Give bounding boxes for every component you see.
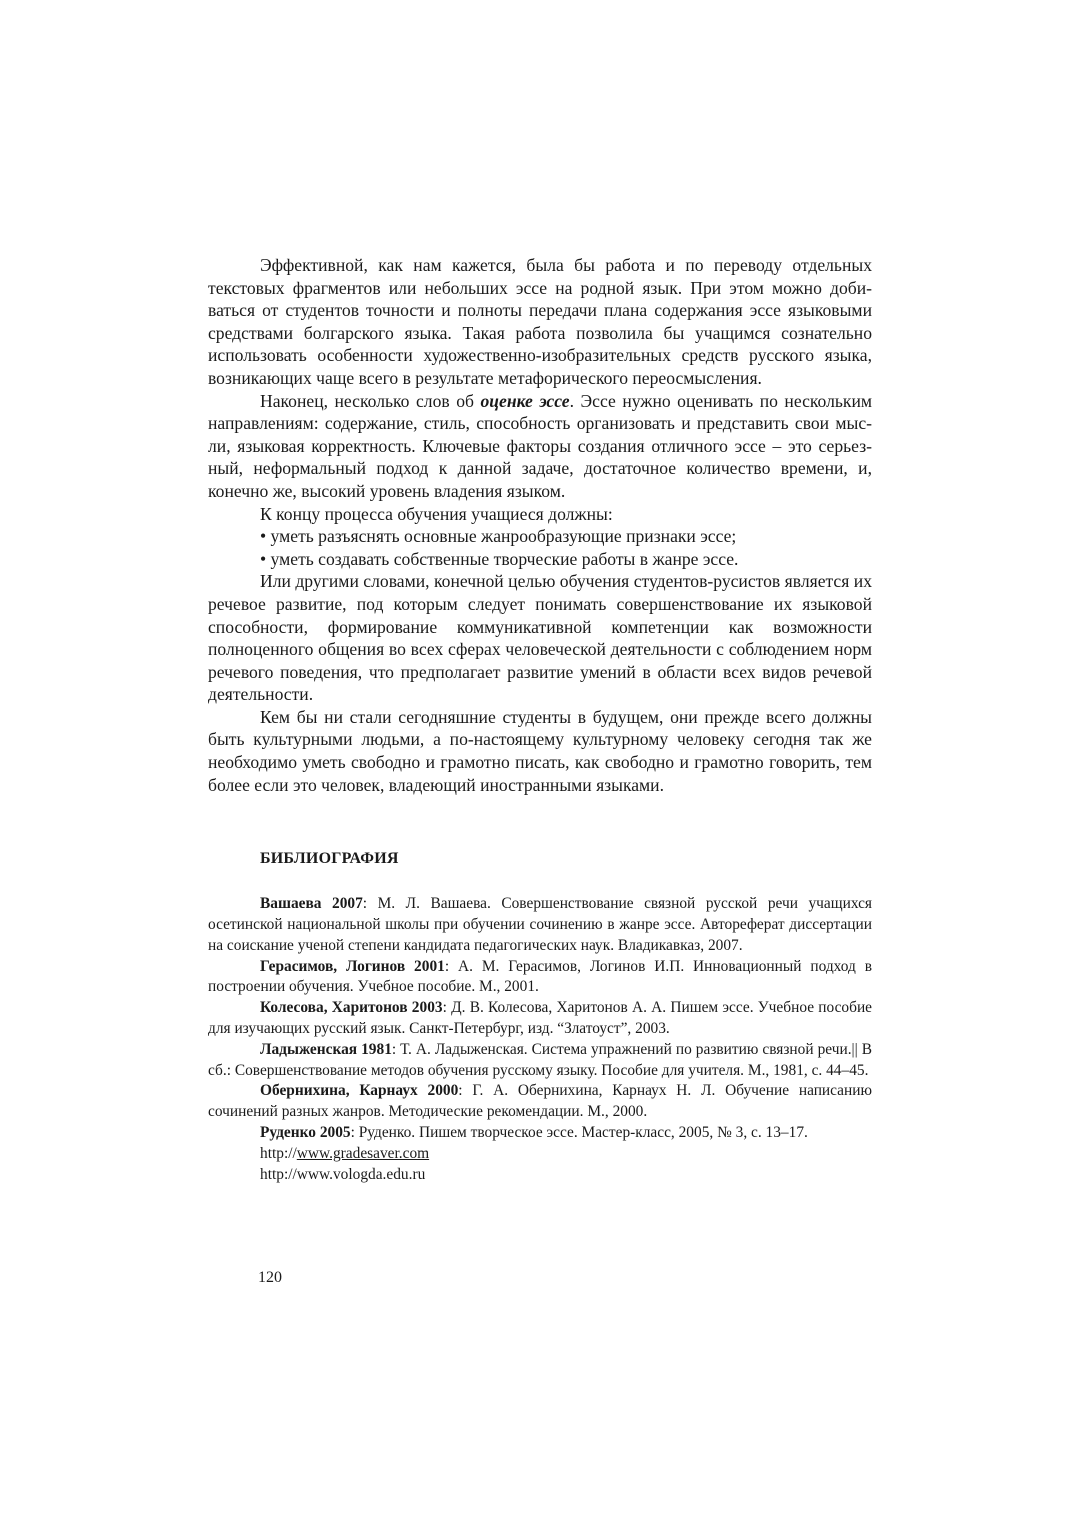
bibliography-heading: БИБЛИОГРАФИЯ <box>260 850 399 868</box>
emphasis-essay-evaluation: оценке эссе <box>480 390 570 411</box>
paragraph-translation: Эффективной, как нам кажется, была бы работа и по переводу отдельных текстовых фрагментов или небольших эссе на родной язык. При этом можно добиваться от студентов точности и полноты передачи плана содержания эссе языковыми средствами болгарского языка. Такая работа позволила бы учащимся сознательно использовать особенности художественно-изобразительных средств русского языка, возникающих чаще всего в результате метафорического переосмысления. <box>208 255 872 388</box>
bibliography-list <box>208 894 872 1185</box>
bibliography-text: : М. Л. Вашаева. Совершенствование связной русской речи учащихся осетинской национальной школы при обучении сочинению в жанре эссе. Автореферат диссертации на соискание ученой степени кандидата педагогических наук. Владикавказ, 2007. <box>208 895 872 954</box>
page-content <box>208 254 872 1185</box>
bibliography-url-gradesaver <box>208 1144 872 1165</box>
bibliography-author: Обернихина, Карнаух 2000 <box>260 1082 459 1100</box>
bibliography-entry <box>208 1123 872 1144</box>
bibliography-entry <box>208 1040 872 1082</box>
paragraph-conclusion: Кем бы ни стали сегодняшние студенты в будущем, они прежде всего должны быть культурными людьми, а по-настоящему культурному человеку сегодня так же необходимо уметь свободно и грамотно писать, как свободно и грамотно говорить, тем более если это человек, владеющий иностранными языками. <box>208 706 872 795</box>
paragraph-speech-development: Или другими словами, конечной целью обучения студентов-русистов является их речевое развитие, под которым следует понимать совершенствование их языковой способности, формирование коммуникативной компетенции как возможности полноценного общения во всех сферах человеческой деятельности с соблюдением норм речевого поведения, что предполагает развитие умений в области всех видов речевой деятельности. <box>208 571 872 705</box>
bibliography-author: Вашаева 2007 <box>260 895 363 913</box>
bibliography-author: Герасимов, Логинов 2001 <box>260 957 445 975</box>
bibliography-text: : Руденко. Пишем творческое эссе. Мастер-класс, 2005, № 3, с. 13–17. <box>350 1124 808 1142</box>
bullet-item: • уметь создавать собственные творческие работы в жанре эссе. <box>260 548 739 569</box>
paragraph-essay-evaluation <box>208 390 872 503</box>
bibliography-text: : Г. А. Обернихина, Карнаух Н. Л. Обучение написанию сочинений разных жанров. Методические рекомендации. М., 2000. <box>208 1082 872 1121</box>
bibliography-entry <box>208 957 872 999</box>
bibliography-author: Ладыженская 1981 <box>260 1040 392 1058</box>
bullet-item: • уметь разъяснять основные жанрообразующие признаки эссе; <box>260 526 737 547</box>
paragraph-essay-evaluation-start: Наконец, несколько слов об <box>260 390 481 411</box>
bibliography-text: : А. М. Герасимов, Логинов И.П. Инновационный подход в построении обучения. Учебное пособие. М., 2001. <box>208 957 872 996</box>
bibliography-text: : Д. В. Колесова, Харитонов А. А. Пишем эссе. Учебное пособие для изучающих русский язык. Санкт-Петербург, изд. “Златоуст”, 2003. <box>208 999 873 1038</box>
paragraph-essay-evaluation-rest: . Эссе нужно оценивать по нескольким направлениям: содержание, стиль, способность организовать и представить свои мысли, языковая корректность. Ключевые факторы создания отличного эссе – это серьезный, неформальный подход к данной задаче, достаточное количество времени, и, конечно же, высокий уровень владения языком. <box>208 390 873 501</box>
bibliography-author: Колесова, Харитонов 2003 <box>260 999 443 1017</box>
bibliography-entry <box>208 894 872 956</box>
bibliography-entry <box>208 1081 872 1123</box>
bibliography-url-vologda: http://www.vologda.edu.ru <box>260 1165 426 1183</box>
paragraph-learning-goals: К концу процесса обучения учащиеся должны: <box>260 503 613 524</box>
bibliography-author: Руденко 2005 <box>260 1124 351 1142</box>
body-text <box>208 254 872 796</box>
page-number: 120 <box>258 1269 282 1286</box>
url-prefix: http:// <box>260 1144 297 1162</box>
bibliography-text: : Т. А. Ладыженская. Система упражнений по развитию связной речи.|| В сб.: Совершенствование методов обучения русскому языку. Пособие для учителя. М., 1981, с. 44–45. <box>208 1040 872 1079</box>
gradesaver-link[interactable]: www.gradesaver.com <box>296 1144 430 1162</box>
bibliography-entry <box>208 998 872 1040</box>
